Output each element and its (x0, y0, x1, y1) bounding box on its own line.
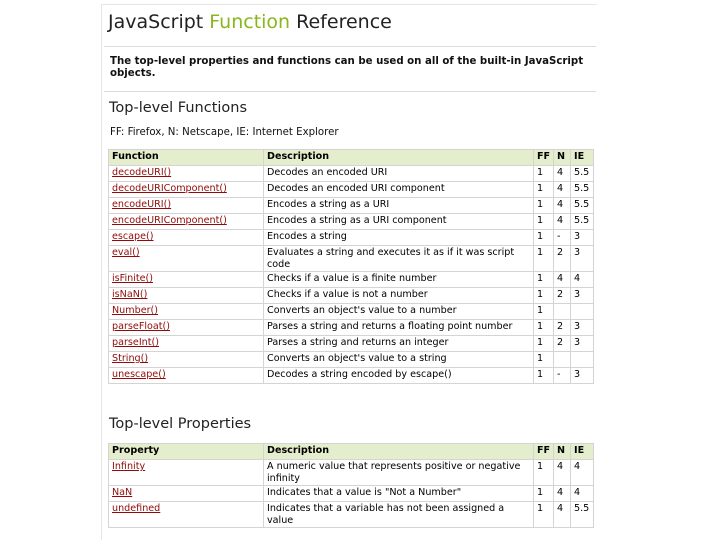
functions-header-row (109, 150, 594, 166)
ie-version-cell: 5.5 (571, 214, 594, 230)
description-cell: Decodes an encoded URI component (264, 182, 534, 198)
ie-version-cell: 3 (571, 368, 594, 384)
ie-version-cell: 3 (571, 246, 594, 272)
page-title-part1: JavaScript (108, 11, 210, 33)
name-cell (109, 214, 264, 230)
description-cell: Checks if a value is not a number (264, 288, 534, 304)
property-link[interactable]: undefined (112, 503, 161, 514)
ff-version-cell: 1 (534, 304, 554, 320)
ff-version-cell: 1 (534, 246, 554, 272)
table-row (109, 486, 594, 502)
name-cell (109, 368, 264, 384)
properties-table (108, 443, 594, 528)
description-cell: Encodes a string as a URI component (264, 214, 534, 230)
table-row (109, 166, 594, 182)
column-header-n: N (554, 444, 571, 460)
ff-version-cell: 1 (534, 230, 554, 246)
ff-version-cell: 1 (534, 166, 554, 182)
ie-version-cell: 3 (571, 336, 594, 352)
table-row (109, 230, 594, 246)
properties-table-body (109, 460, 594, 528)
function-link[interactable]: parseInt() (112, 337, 159, 348)
table-row (109, 368, 594, 384)
properties-heading: Top-level Properties (109, 416, 252, 432)
intro-text: The top-level properties and functions can be used on all of the built-in JavaScript objects. (110, 56, 584, 79)
description-cell: Indicates that a value is "Not a Number" (264, 486, 534, 502)
netscape-version-cell: 2 (554, 288, 571, 304)
ff-version-cell: 1 (534, 182, 554, 198)
name-cell (109, 502, 264, 528)
ie-version-cell: 5.5 (571, 198, 594, 214)
netscape-version-cell: - (554, 368, 571, 384)
column-header-function: Function (109, 150, 264, 166)
name-cell (109, 198, 264, 214)
table-row (109, 288, 594, 304)
function-link[interactable]: isNaN() (112, 289, 148, 300)
table-row (109, 246, 594, 272)
column-header-property: Property (109, 444, 264, 460)
ff-version-cell: 1 (534, 352, 554, 368)
table-row (109, 460, 594, 486)
table-row (109, 198, 594, 214)
ie-version-cell: 5.5 (571, 166, 594, 182)
name-cell (109, 272, 264, 288)
description-cell: Converts an object's value to a string (264, 352, 534, 368)
column-header-ff: FF (534, 444, 554, 460)
description-cell: Evaluates a string and executes it as if it was script code (264, 246, 534, 272)
function-link[interactable]: decodeURIComponent() (112, 183, 227, 194)
netscape-version-cell: 4 (554, 214, 571, 230)
page-title-part3: Reference (290, 11, 392, 33)
ie-version-cell: 3 (571, 288, 594, 304)
name-cell (109, 304, 264, 320)
function-link[interactable]: Number() (112, 305, 159, 316)
netscape-version-cell: - (554, 230, 571, 246)
description-cell: Checks if a value is a finite number (264, 272, 534, 288)
ff-version-cell: 1 (534, 336, 554, 352)
description-cell: Parses a string and returns an integer (264, 336, 534, 352)
name-cell (109, 352, 264, 368)
ff-version-cell: 1 (534, 198, 554, 214)
ff-version-cell: 1 (534, 460, 554, 486)
property-link[interactable]: NaN (112, 487, 133, 498)
ff-version-cell: 1 (534, 502, 554, 528)
function-link[interactable]: String() (112, 353, 149, 364)
netscape-version-cell: 4 (554, 502, 571, 528)
name-cell (109, 320, 264, 336)
netscape-version-cell: 2 (554, 336, 571, 352)
ie-version-cell: 3 (571, 320, 594, 336)
name-cell (109, 166, 264, 182)
netscape-version-cell: 4 (554, 166, 571, 182)
netscape-version-cell: 4 (554, 182, 571, 198)
property-link[interactable]: Infinity (112, 461, 146, 472)
page-title-highlight: Function (209, 11, 291, 33)
properties-header-row (109, 444, 594, 460)
function-link[interactable]: parseFloat() (112, 321, 170, 332)
description-cell: Parses a string and returns a floating point number (264, 320, 534, 336)
ff-version-cell: 1 (534, 320, 554, 336)
netscape-version-cell (554, 352, 571, 368)
table-row (109, 304, 594, 320)
ie-version-cell: 5.5 (571, 502, 594, 528)
function-link[interactable]: unescape() (112, 369, 166, 380)
functions-table-body (109, 166, 594, 384)
netscape-version-cell: 4 (554, 198, 571, 214)
name-cell (109, 246, 264, 272)
description-cell: Encodes a string as a URI (264, 198, 534, 214)
column-header-description: Description (264, 444, 534, 460)
name-cell (109, 288, 264, 304)
netscape-version-cell: 2 (554, 320, 571, 336)
ff-version-cell: 1 (534, 272, 554, 288)
intro-divider (104, 91, 596, 92)
table-row (109, 336, 594, 352)
ff-version-cell: 1 (534, 214, 554, 230)
ie-version-cell: 3 (571, 230, 594, 246)
description-cell: Converts an object's value to a number (264, 304, 534, 320)
page-title (108, 11, 392, 33)
column-header-ie: IE (571, 444, 594, 460)
description-cell: Indicates that a variable has not been assigned a value (264, 502, 534, 528)
ff-version-cell: 1 (534, 486, 554, 502)
ie-version-cell: 4 (571, 486, 594, 502)
description-cell: Decodes an encoded URI (264, 166, 534, 182)
column-header-ie: IE (571, 150, 594, 166)
description-cell: Decodes a string encoded by escape() (264, 368, 534, 384)
browser-legend: FF: Firefox, N: Netscape, IE: Internet Explorer (110, 127, 339, 138)
table-row (109, 182, 594, 198)
name-cell (109, 182, 264, 198)
ie-version-cell: 4 (571, 272, 594, 288)
name-cell (109, 486, 264, 502)
functions-table (108, 149, 594, 384)
ie-version-cell (571, 352, 594, 368)
table-row (109, 352, 594, 368)
function-link[interactable]: escape() (112, 231, 154, 242)
column-header-n: N (554, 150, 571, 166)
function-link[interactable]: encodeURI() (112, 199, 172, 210)
netscape-version-cell: 4 (554, 460, 571, 486)
name-cell (109, 460, 264, 486)
column-header-description: Description (264, 150, 534, 166)
name-cell (109, 230, 264, 246)
function-link[interactable]: decodeURI() (112, 167, 172, 178)
table-row (109, 320, 594, 336)
function-link[interactable]: isFinite() (112, 273, 154, 284)
title-divider (104, 46, 596, 47)
table-row (109, 272, 594, 288)
ff-version-cell: 1 (534, 368, 554, 384)
function-link[interactable]: eval() (112, 247, 140, 258)
column-header-ff: FF (534, 150, 554, 166)
functions-heading: Top-level Functions (109, 100, 248, 116)
ie-version-cell: 5.5 (571, 182, 594, 198)
ff-version-cell: 1 (534, 288, 554, 304)
table-row (109, 214, 594, 230)
name-cell (109, 336, 264, 352)
function-link[interactable]: encodeURIComponent() (112, 215, 227, 226)
netscape-version-cell: 4 (554, 272, 571, 288)
netscape-version-cell: 2 (554, 246, 571, 272)
ie-version-cell: 4 (571, 460, 594, 486)
netscape-version-cell (554, 304, 571, 320)
netscape-version-cell: 4 (554, 486, 571, 502)
description-cell: Encodes a string (264, 230, 534, 246)
table-row (109, 502, 594, 528)
description-cell: A numeric value that represents positive or negative infinity (264, 460, 534, 486)
ie-version-cell (571, 304, 594, 320)
